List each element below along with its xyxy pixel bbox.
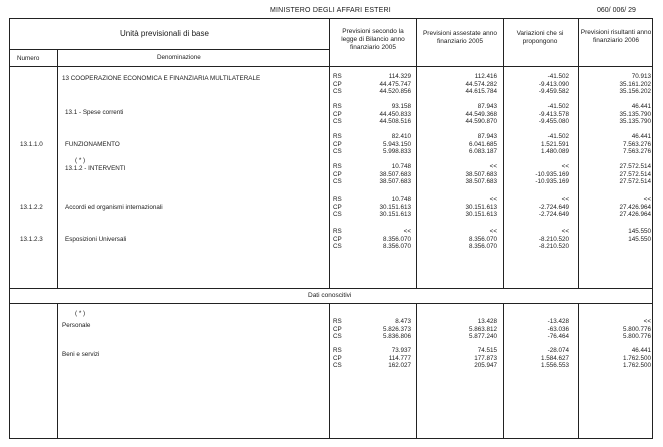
amount-cell: 162.027 [388,362,411,369]
amount-cell: 27.572.514 [619,178,651,185]
amount-cell: 7.563.276 [622,148,651,155]
amount-cell: -8.210.520 [538,243,569,250]
amount-cell: 114.329 [388,73,411,80]
dati-conoscitivi-title: Dati conoscitivi [308,292,352,299]
amount-cell: 8.473 [395,318,411,325]
amount-cell: << [561,163,569,170]
amount-cell: 82.410 [391,133,411,140]
amount-cell: 46.441 [631,347,651,354]
amount-cell: -9.459.582 [538,88,569,95]
amount-cell: 5.998.833 [382,148,411,155]
row-type-label: RS [333,73,342,80]
amount-cell: << [561,228,569,235]
amount-cell: << [643,318,651,325]
unita-header: Unità previsionali di base [120,29,209,38]
amount-cell: 35.135.790 [619,118,651,125]
row-type-label: CP [333,354,342,362]
amount-cell: 5.877.240 [468,333,497,340]
amount-cell: 8.356.070 [468,243,497,250]
amount-cell: 5.826.373 [382,325,411,333]
amount-cell: 35.161.202 [619,80,651,88]
amount-cell: -9.455.080 [538,118,569,125]
amount-cell: -9.413.090 [538,80,569,88]
amount-cell: 5.800.776 [622,333,651,340]
row-type-label: RS [333,347,342,354]
row-type-label: CP [333,140,342,148]
row-type-label: RS [333,133,342,140]
amount-cell: 8.356.070 [468,235,497,243]
amount-cell: -2.724.649 [538,203,569,211]
amount-cell: 5.800.776 [622,325,651,333]
amount-cell: 10.748 [391,163,411,170]
amount-cell: 93.158 [391,103,411,110]
amount-cell: 112.416 [474,73,497,80]
numero-header: Numero [17,55,40,62]
amount-cell: 44.520.856 [379,88,411,95]
amount-cell: 44.508.516 [379,118,411,125]
page-reference: 060/ 006/ 29 [597,7,636,14]
row-type-label: RS [333,196,342,203]
col-risultanti-header: Previsioni risultanti anno finanziario 2006 [580,29,652,44]
row-type-label: CP [333,170,342,178]
amount-cell: 13.428 [477,318,497,325]
amount-cell: 44.615.784 [465,88,497,95]
amount-cell: 1.762.500 [622,354,651,362]
amount-cell: 35.156.202 [619,88,651,95]
amount-cell: 38.507.683 [379,178,411,185]
row-type-label: CS [333,211,342,218]
row-number: 13.1.1.0 [20,140,43,148]
amount-cell: -10.935.169 [535,178,569,185]
amount-cell: 87.943 [477,133,497,140]
denominazione-header: Denominazione [157,54,201,61]
col-variazioni-header: Variazioni che si propongono [516,30,564,45]
row-denomination: 13.1 - Spese correnti [65,109,124,116]
row-denomination: 13 COOPERAZIONE ECONOMICA E FINANZIARIA MULTILATERALE [62,75,261,82]
row-type-label: RS [333,163,342,170]
amount-cell: 205.947 [474,362,497,369]
amount-cell: 27.426.964 [619,203,651,211]
amount-cell: << [403,228,411,235]
amount-cell: 145.550 [628,235,651,243]
amount-cell: << [489,228,497,235]
row-type-label: CS [333,178,342,185]
amount-cell: 44.590.870 [465,118,497,125]
col-bilancio-header: Previsioni secondo la legge di Bilancio anno finanziario 2005 [341,28,405,51]
amount-cell: -9.413.578 [538,110,569,118]
amount-cell: 44.574.282 [465,80,497,88]
amount-cell: << [643,196,651,203]
row-type-label: CP [333,80,342,88]
amount-cell: 44.450.833 [379,110,411,118]
col-assestate-header: Previsioni assestate anno finanziario 2005 [422,30,498,45]
amount-cell: 1.556.553 [540,362,569,369]
amount-cell: -13.428 [547,318,569,325]
ministry-title: MINISTERO DEGLI AFFARI ESTERI [270,7,391,14]
amount-cell: 38.507.683 [465,178,497,185]
amount-cell: -41.502 [547,133,569,140]
row-type-label: CP [333,110,342,118]
row-denomination: Accordi ed organismi internazionali [65,203,163,211]
amount-cell: -10.935.169 [535,170,569,178]
amount-cell: 30.151.613 [465,203,497,211]
amount-cell: -8.210.520 [538,235,569,243]
info-row-label: Personale [62,322,91,329]
amount-cell: << [561,196,569,203]
amount-cell: 10.748 [391,196,411,203]
amount-cell: 35.135.790 [619,110,651,118]
amount-cell: 38.507.683 [379,170,411,178]
amount-cell: -41.502 [547,73,569,80]
amount-cell: 6.041.685 [468,140,497,148]
amount-cell: -63.036 [547,325,569,333]
info-row-label: Beni e servizi [62,351,100,358]
amount-cell: -2.724.649 [538,211,569,218]
amount-cell: << [489,196,497,203]
amount-cell: 177.873 [474,354,497,362]
amount-cell: 46.441 [631,133,651,140]
amount-cell: 70.913 [631,73,651,80]
row-denomination: 13.1.2 - INTERVENTI [65,165,126,172]
amount-cell: 7.563.276 [622,140,651,148]
amount-cell: 27.426.964 [619,211,651,218]
row-type-label: RS [333,228,342,235]
amount-cell: 114.777 [388,354,411,362]
row-type-label: RS [333,103,342,110]
amount-cell: 74.515 [477,347,497,354]
row-type-label: CS [333,118,342,125]
amount-cell: 1.762.500 [622,362,651,369]
amount-cell: 8.356.070 [382,243,411,250]
amount-cell: 27.572.514 [619,163,651,170]
amount-cell: 1.584.627 [540,354,569,362]
amount-cell: 5.836.806 [382,333,411,340]
row-type-label: CP [333,325,342,333]
amount-cell: 27.572.514 [619,170,651,178]
row-type-label: CP [333,203,342,211]
row-type-label: CS [333,148,342,155]
amount-cell: << [489,163,497,170]
row-type-label: CS [333,243,342,250]
amount-cell: 145.550 [628,228,651,235]
asterisk-marker: ( * ) [75,157,86,164]
amount-cell: 73.937 [391,347,411,354]
amount-cell: 5.863.812 [468,325,497,333]
amount-cell: 30.151.613 [379,211,411,218]
asterisk-marker: ( * ) [75,310,86,317]
amount-cell: 30.151.613 [465,211,497,218]
row-number: 13.1.2.2 [20,203,43,211]
amount-cell: 8.356.070 [382,235,411,243]
amount-cell: -76.464 [547,333,569,340]
amount-cell: 44.549.368 [465,110,497,118]
amount-cell: -41.502 [547,103,569,110]
amount-cell: 44.475.747 [379,80,411,88]
row-type-label: RS [333,318,342,325]
row-denomination: FUNZIONAMENTO [65,140,120,148]
amount-cell: 87.943 [477,103,497,110]
amount-cell: 38.507.683 [465,170,497,178]
row-type-label: CS [333,333,342,340]
amount-cell: 6.083.187 [468,148,497,155]
row-type-label: CP [333,235,342,243]
amount-cell: -28.074 [547,347,569,354]
amount-cell: 30.151.613 [379,203,411,211]
row-type-label: CS [333,362,342,369]
row-type-label: CS [333,88,342,95]
amount-cell: 46.441 [631,103,651,110]
row-number: 13.1.2.3 [20,235,43,243]
amount-cell: 1.521.591 [540,140,569,148]
amount-cell: 1.480.089 [540,148,569,155]
amount-cell: 5.943.150 [382,140,411,148]
row-denomination: Esposizioni Universali [65,235,127,243]
